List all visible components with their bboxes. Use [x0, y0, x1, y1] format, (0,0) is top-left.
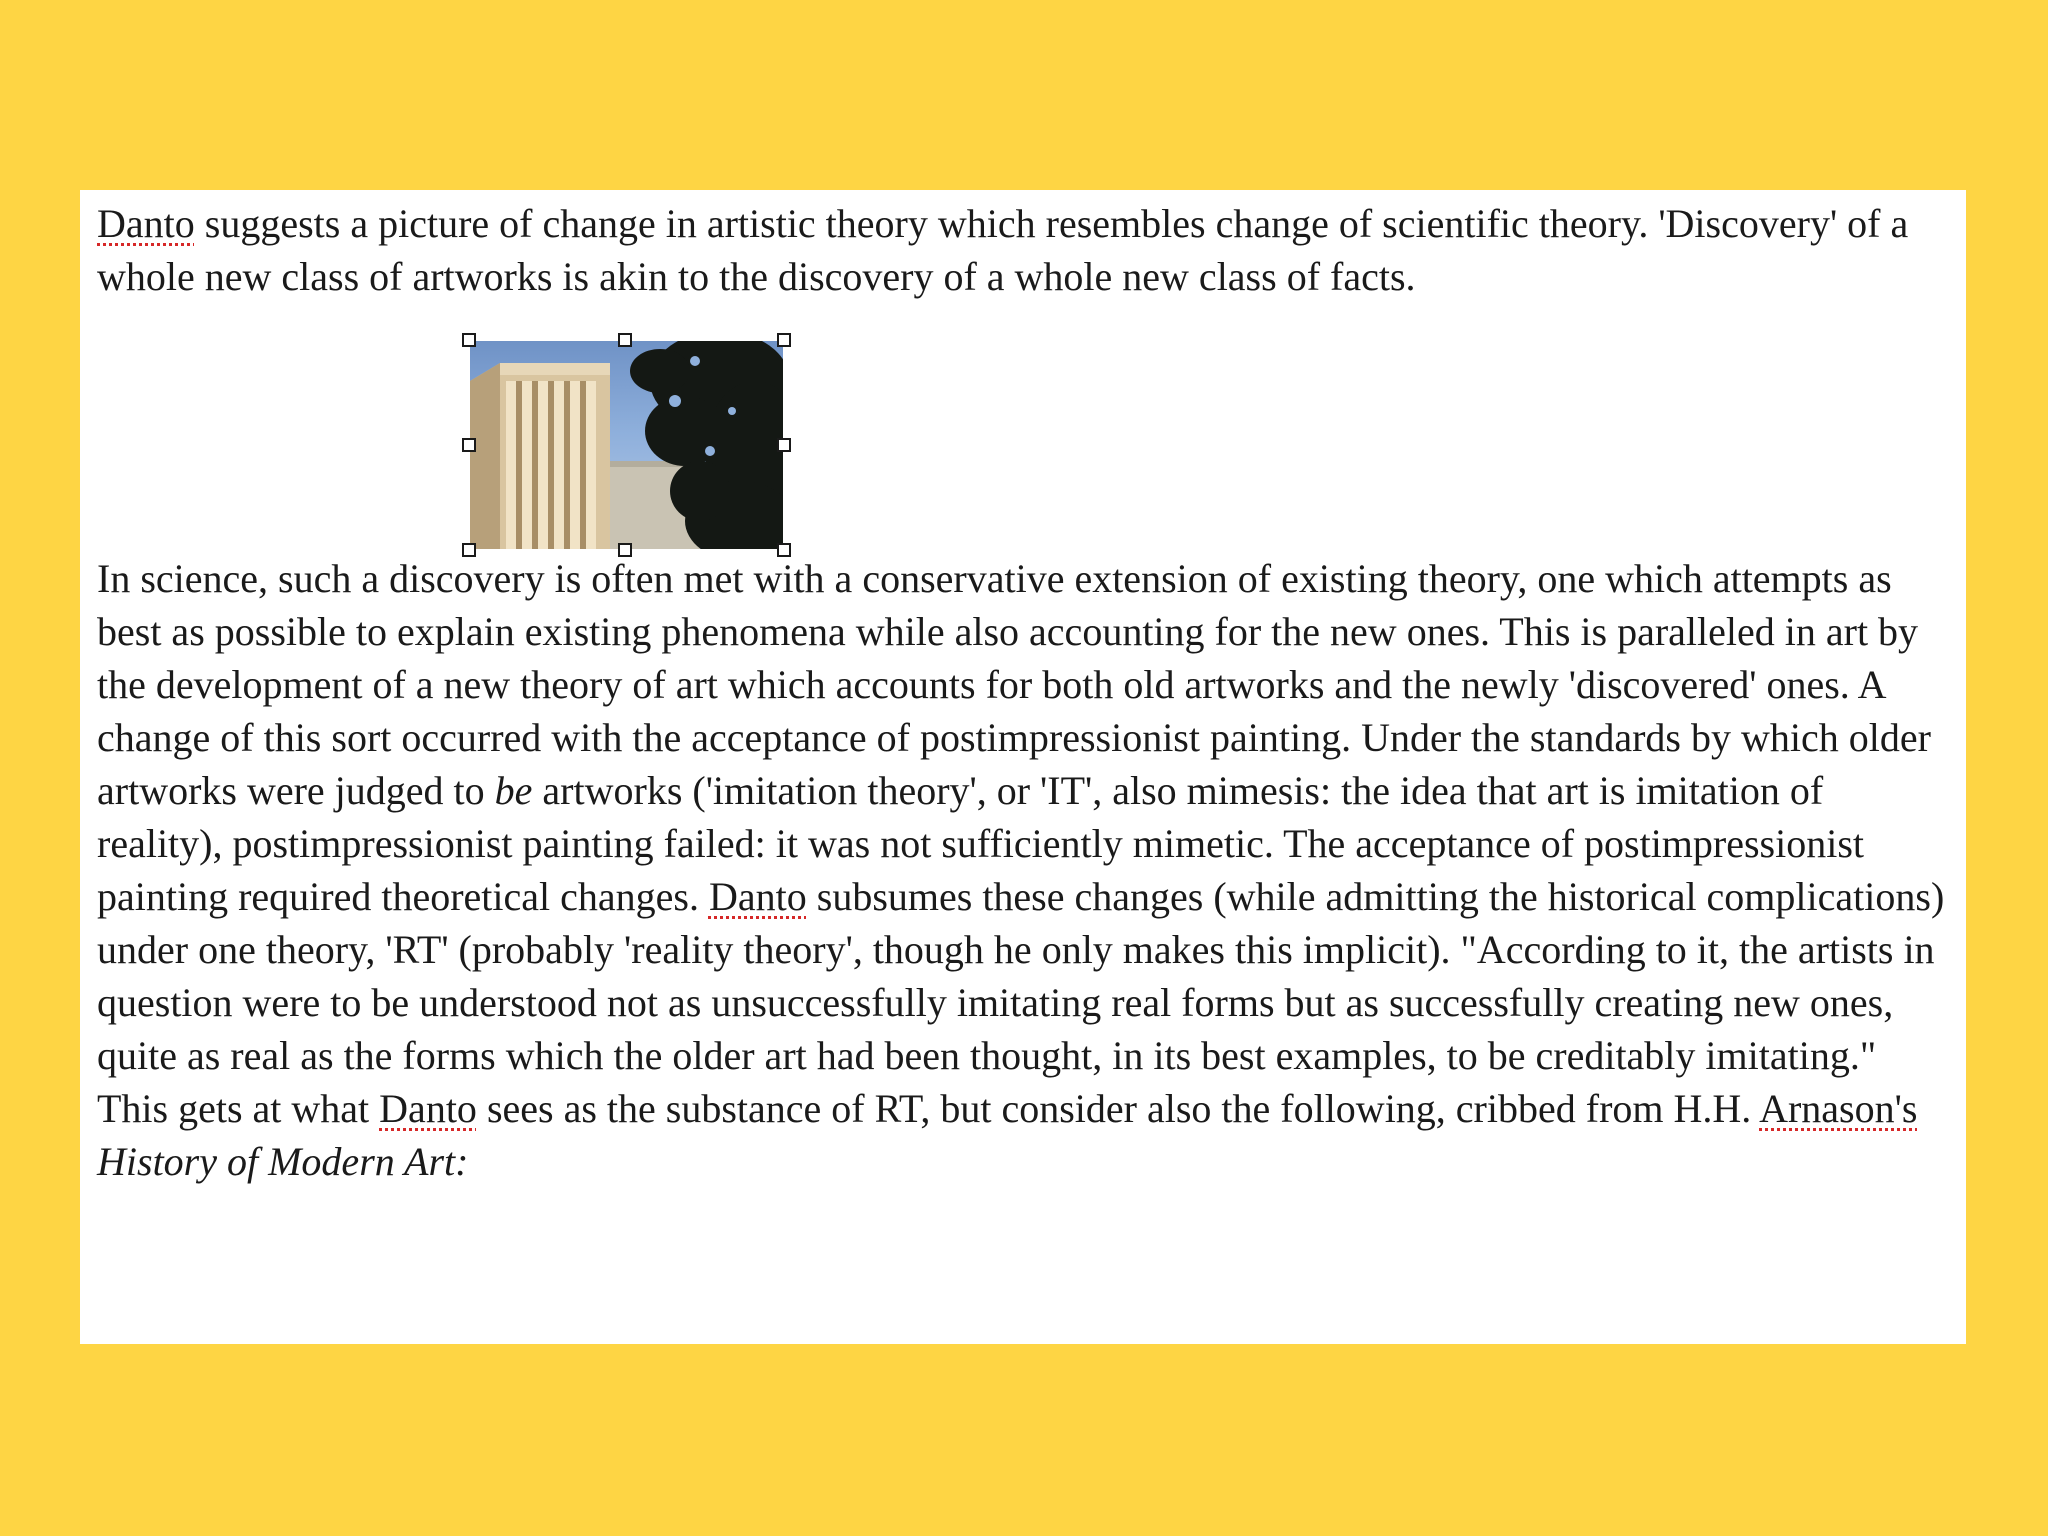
paragraph-2[interactable]	[97, 552, 1946, 1188]
resize-handle-top-center[interactable]	[618, 333, 632, 347]
paragraph-2-text-c: subsumes these changes (while admitting the historical complications) under one theory, 'RT' (probably 'reality theory', though he only makes this implicit). "According to it, the artists in question were to be understood not as unsuccessfully imitating real forms but as successfully creating new ones, quite as real as the forms which the older art had been thought, in its best examples, to be creditably imitating." This gets at what	[97, 874, 1945, 1131]
paragraph-2-text-a: In science, such a discovery is often met with a conservative extension of existing theory, one which attempts as best as possible to explain existing phenomena while also accounting for the new ones. This is paralleled in art by the development of a new theory of art which accounts for both old artworks and the newly 'discovered' ones. A change of this sort occurred with the acceptance of postimpressionist painting. Under the standards by which older artworks were judged to	[97, 556, 1931, 813]
resize-handle-top-right[interactable]	[777, 333, 791, 347]
book-title: History of Modern Art:	[97, 1139, 469, 1184]
inline-image-selected[interactable]	[470, 341, 783, 549]
paragraph-2-text-d: sees as the substance of RT, but consider also the following, cribbed from H.H.	[476, 1086, 1760, 1131]
paragraph-1[interactable]	[97, 197, 1946, 303]
building-photo-icon	[470, 341, 783, 549]
resize-handle-middle-left[interactable]	[462, 438, 476, 452]
resize-handle-top-left[interactable]	[462, 333, 476, 347]
document-page[interactable]	[80, 190, 1966, 1344]
misspelled-word-danto[interactable]: Danto	[379, 1086, 477, 1131]
italic-be: be	[494, 768, 533, 813]
misspelled-word-danto[interactable]: Danto	[97, 201, 195, 246]
misspelled-word-danto[interactable]: Danto	[708, 874, 807, 919]
paragraph-1-text: suggests a picture of change in artistic theory which resembles change of scientific theory. 'Discovery' of a whole new class of artworks is akin to the discovery of a whole new class of facts.	[97, 201, 1909, 299]
resize-handle-middle-right[interactable]	[777, 438, 791, 452]
misspelled-word-arnasons[interactable]: Arnason's	[1759, 1086, 1918, 1131]
paragraph-2-text-b: artworks ('imitation theory', or 'IT', also mimesis: the idea that art is imitation of reality), postimpressionist painting failed: it was not sufficiently mimetic. The acceptance of postimpressionist painting required theoretical changes.	[97, 768, 1865, 919]
